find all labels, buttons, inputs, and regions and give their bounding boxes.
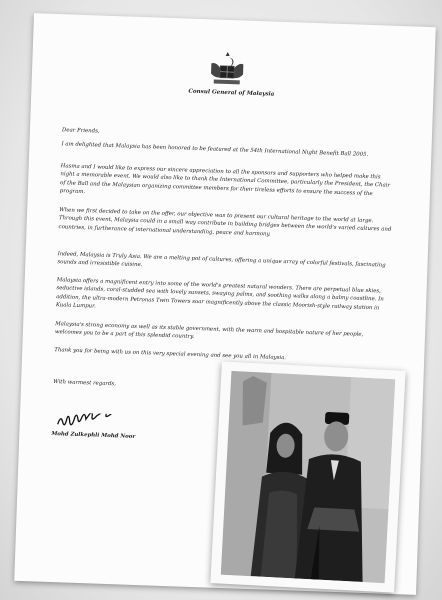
photograph (210, 361, 405, 592)
paragraph-4: Indeed, Malaysia is Truly Asia. We are a melting pot of cultures, offering a unique array of colorful festivals, fascinating sounds and irresistible cuisine. (57, 251, 386, 269)
paragraph-1: I am delighted that Malaysia has been honored to be featured at the 54th International Night Benefit Ball 2005. (61, 141, 369, 158)
malaysia-coat-of-arms-icon (206, 49, 249, 88)
paragraph-3: When we first decided to take on the offer, our objective was to present our cultural heritage to the world at large. Through this event, Malaysia could in a small way contribute in building bridges between the world's varied cultures and countries, in furtherance of international understanding, peace and harmony. (58, 207, 392, 238)
closing: With warmest regards, (53, 379, 117, 388)
signatory-name: Mohd Zulkephli Mohd Noor (51, 431, 136, 440)
paragraph-5: Malaysia offers a magnificent entry into some of the world's greatest natural wonders. There are perpetual blue skies, seductive islands, coral-studded sea with lovely sunsets, swaying palms, and soothing walks along a balmy coastline. In addition, the ultra-modern Petronas Twin Towers soar magnificently above the classic Moorish-style railway station in Kuala Lumpur. (55, 277, 384, 312)
paragraph-7: Thank you for being with us on this very special evening and see you all in Malaysia. (54, 347, 287, 362)
paragraph-6: Malaysia's strong economy as well as its stable government, with the warm and hospitable nature of her people, welcomes you to be a part of this splendid country. (54, 321, 364, 341)
paragraph-2: Hasma and I would like to express our sincere appreciation to all the sponsors and supporters who helped make this night a memorable event. We would also like to thank the International Committee, particularly the President, the Chair of the Ball and the Malaysian organizing committee members for their tireless efforts to ensure the success of the program. (59, 163, 391, 197)
photo-scene (221, 371, 395, 583)
salutation: Dear Friends, (61, 127, 100, 135)
letterhead-title: Consul General of Malaysia (188, 88, 275, 98)
couple-photo (221, 371, 395, 583)
